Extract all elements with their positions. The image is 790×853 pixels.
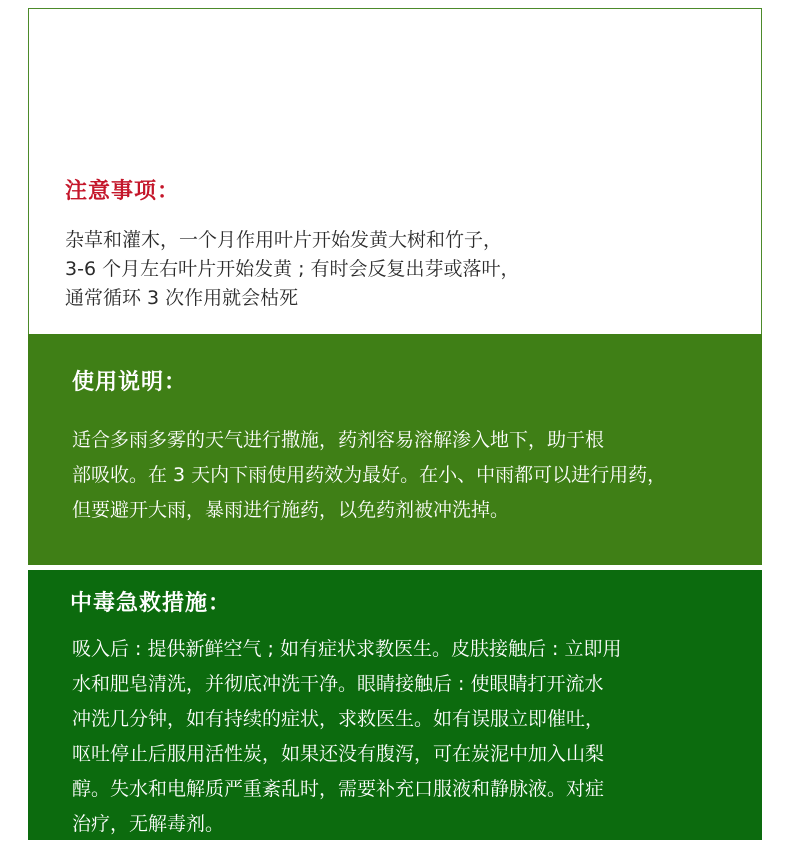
first-aid-section [28, 570, 762, 840]
first-aid-body [72, 632, 756, 842]
first-aid-title: 中毒急救措施： [70, 591, 232, 616]
notice-title: 注意事项： [65, 179, 181, 204]
first-aid-line: 醇。失水和电解质严重紊乱时，需要补充口服液和静脉液。对症 [72, 778, 605, 800]
first-aid-line: 冲洗几分钟，如有持续的症状，求救医生。如有误服立即催吐， [72, 708, 605, 730]
notice-line: 通常循环 3 次作用就会枯死 [65, 287, 299, 309]
first-aid-line: 呕吐停止后服用活性炭，如果还没有腹泻，可在炭泥中加入山梨 [72, 743, 605, 765]
notice-line: 3-6 个月左右叶片开始发黄 ; 有时会反复出芽或落叶， [65, 258, 520, 280]
usage-section [28, 334, 762, 565]
usage-line: 适合多雨多雾的天气进行撒施，药剂容易溶解渗入地下，助于根 [72, 429, 605, 451]
first-aid-line: 吸入后 : 提供新鲜空气 ; 如有症状求教医生。皮肤接触后 : 立即用 [72, 638, 622, 660]
first-aid-line: 治疗，无解毒剂。 [72, 813, 225, 835]
notice-body [65, 226, 745, 313]
usage-line: 部吸收。在 3 天内下雨使用药效为最好。在小、中雨都可以进行用药， [72, 464, 667, 486]
notice-line: 杂草和灌木，一个月作用叶片开始发黄大树和竹子， [65, 229, 503, 251]
usage-title: 使用说明： [72, 370, 188, 395]
usage-body [72, 423, 752, 528]
first-aid-line: 水和肥皂清洗，并彻底冲洗干净。眼睛接触后 : 使眼睛打开流水 [72, 673, 604, 695]
notice-section [28, 8, 762, 334]
usage-line: 但要避开大雨，暴雨进行施药，以免药剂被冲洗掉。 [72, 499, 510, 521]
